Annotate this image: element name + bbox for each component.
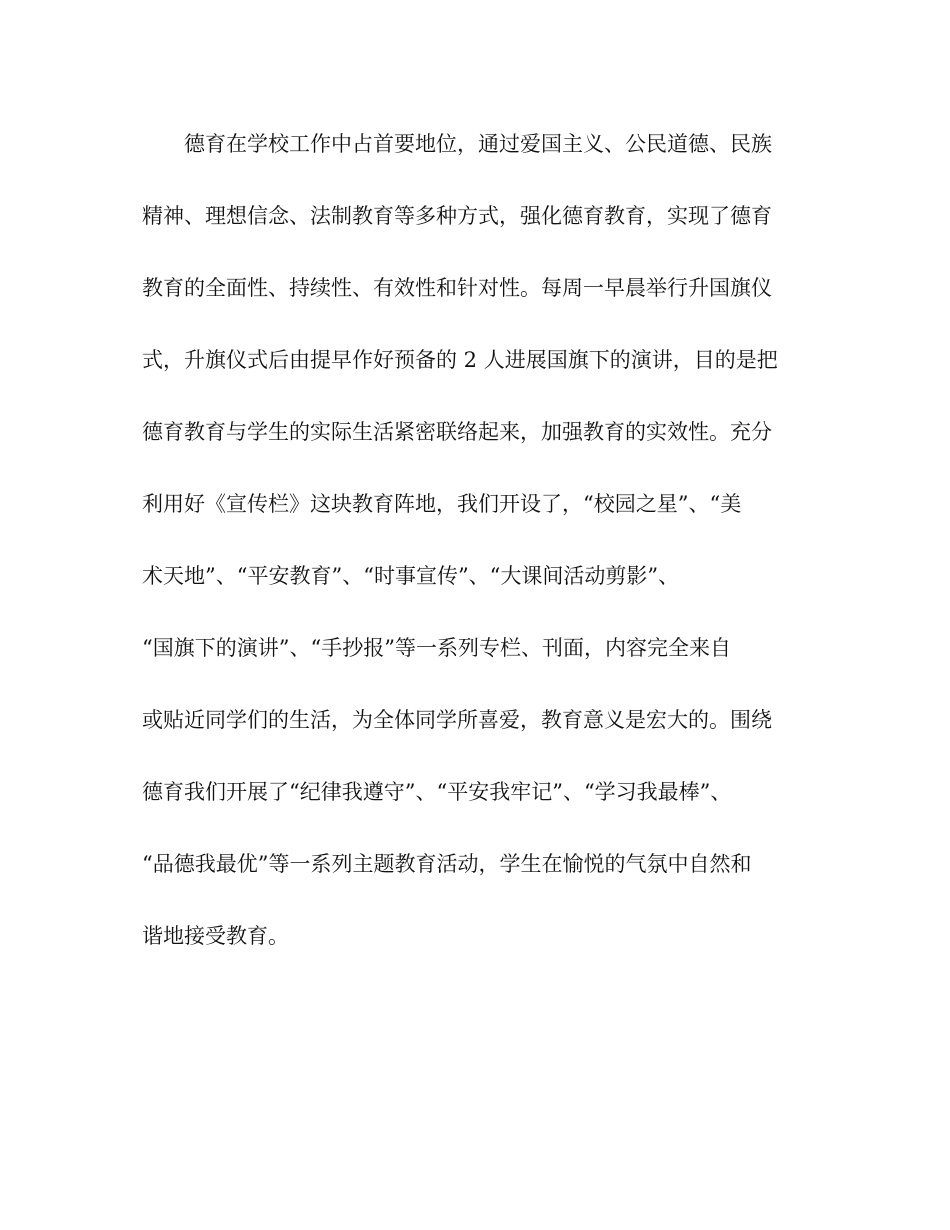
paragraph-line: “国旗下的演讲”、“手抄报”等一系列专栏、刊面，内容完全来自 bbox=[142, 636, 731, 660]
paragraph-line: 谐地接受教育。 bbox=[142, 924, 289, 948]
paragraph-line: 德育我们开展了“纪律我遵守”、“平安我牢记”、“学习我最棒”、 bbox=[142, 780, 732, 804]
paragraph-line: 德育在学校工作中占首要地位，通过爱国主义、公民道德、民族 bbox=[142, 132, 772, 156]
paragraph-line: 德育教育与学生的实际生活紧密联络起来，加强教育的实效性。充分 bbox=[142, 420, 772, 444]
paragraph-line: 式，升旗仪式后由提早作好预备的 2 人进展国旗下的演讲，目的是把 bbox=[142, 348, 778, 372]
body-paragraph bbox=[142, 128, 822, 992]
paragraph-line: “品德我最优”等一系列主题教育活动，学生在愉悦的气氛中自然和 bbox=[142, 852, 752, 876]
paragraph-line: 利用好《宣传栏》这块教育阵地，我们开设了，“校园之星”、“美 bbox=[142, 492, 742, 516]
paragraph-line: 教育的全面性、持续性、有效性和针对性。每周一早晨举行升国旗仪 bbox=[142, 276, 772, 300]
paragraph-line: 精神、理想信念、法制教育等多种方式，强化德育教育，实现了德育 bbox=[142, 204, 772, 228]
paragraph-line: 或贴近同学们的生活，为全体同学所喜爱，教育意义是宏大的。围绕 bbox=[142, 708, 772, 732]
paragraph-line: 术天地”、“平安教育”、“时事宣传”、“大课间活动剪影”、 bbox=[142, 564, 680, 588]
